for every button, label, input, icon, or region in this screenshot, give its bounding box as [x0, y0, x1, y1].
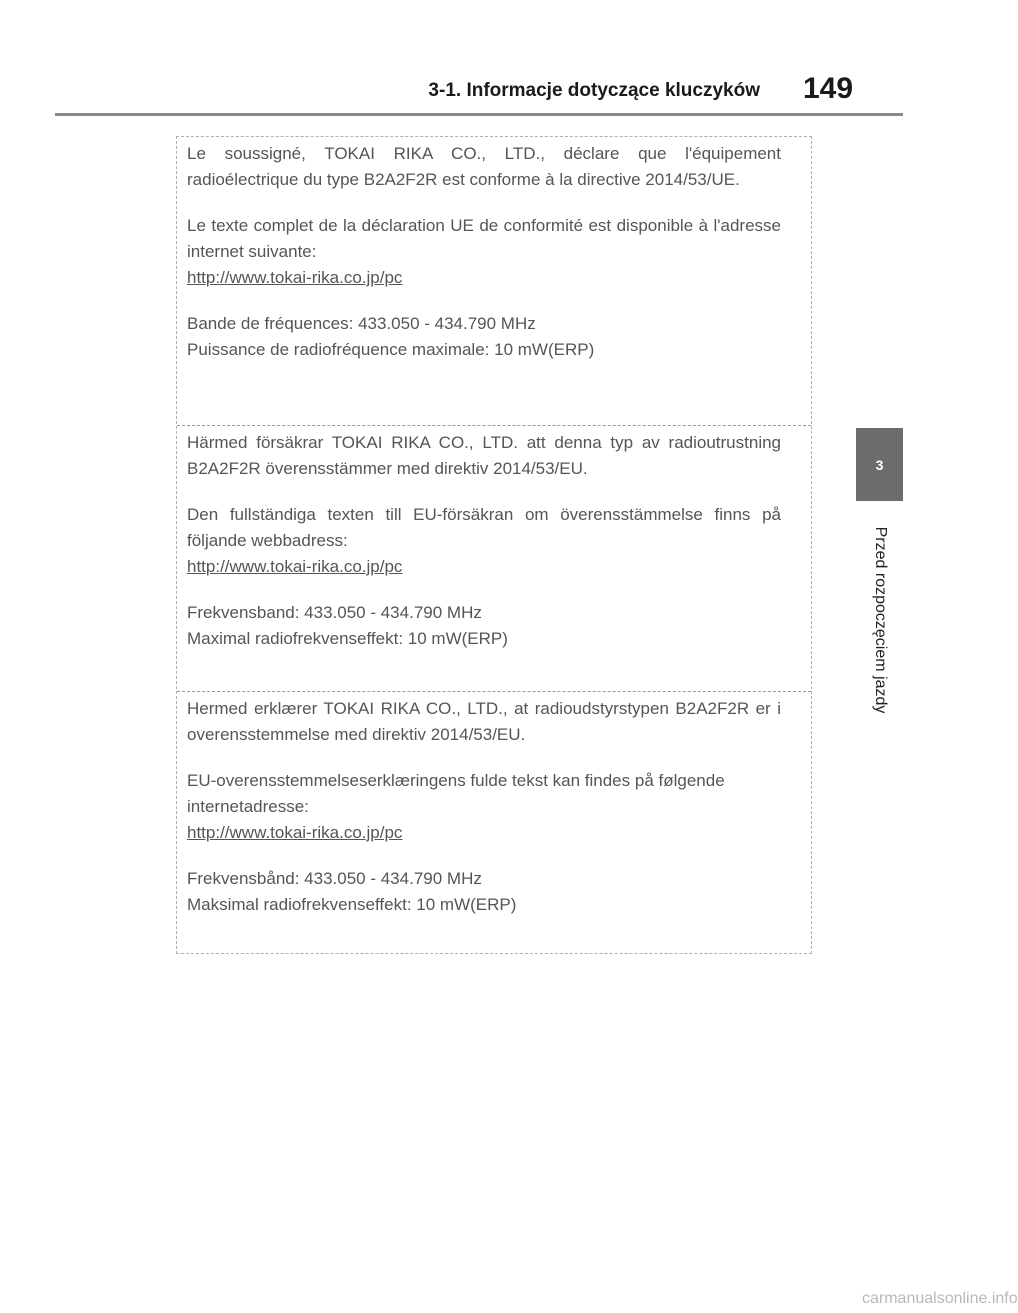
declaration-section-swedish [177, 425, 811, 691]
frequency-band-text: Frekvensband: 433.050 - 434.790 MHz [187, 603, 482, 622]
frequency-band-text: Bande de fréquences: 433.050 - 434.790 MHz [187, 314, 536, 333]
max-power-text: Maksimal radiofrekvenseffekt: 10 mW(ERP) [187, 895, 517, 914]
availability-text: EU-overensstemmelseserklæringens fulde tekst kan findes på følgende internetadresse: [187, 771, 725, 816]
header-divider [55, 113, 903, 116]
page-number: 149 [803, 72, 854, 105]
declaration-text: Le soussigné, TOKAI RIKA CO., LTD., déclare que l'équipement radioélectrique du type B2A2F2R est conforme à la directive 2014/53/UE. [187, 144, 781, 189]
declaration-url-link[interactable]: http://www.tokai-rika.co.jp/pc [187, 823, 403, 842]
declaration-url-link[interactable]: http://www.tokai-rika.co.jp/pc [187, 557, 403, 576]
declaration-section-danish [177, 691, 811, 953]
chapter-tab[interactable] [856, 428, 903, 501]
declaration-section-french [177, 137, 811, 425]
page-header-title: 3-1. Informacje dotyczące kluczyków [428, 80, 760, 101]
max-power-text: Puissance de radiofréquence maximale: 10 mW(ERP) [187, 340, 595, 359]
footer-watermark[interactable]: carmanualsonline.info [862, 1290, 1018, 1307]
availability-text: Den fullständiga texten till EU-försäkran om överensstämmelse finns på följande webbadress: [187, 505, 781, 550]
declaration-text: Härmed försäkrar TOKAI RIKA CO., LTD. att denna typ av radioutrustning B2A2F2R överensstämmer med direktiv 2014/53/EU. [187, 433, 781, 478]
availability-text: Le texte complet de la déclaration UE de conformité est disponible à l'adresse internet suivante: [187, 216, 781, 261]
chapter-tab-label: Przed rozpoczęciem jazdy [872, 526, 889, 714]
declaration-box [176, 136, 812, 954]
declaration-url-link[interactable]: http://www.tokai-rika.co.jp/pc [187, 268, 403, 287]
declaration-text: Hermed erklærer TOKAI RIKA CO., LTD., at radioudstyrstypen B2A2F2R er i overensstemmelse med direktiv 2014/53/EU. [187, 699, 781, 744]
chapter-tab-number: 3 [875, 456, 884, 473]
max-power-text: Maximal radiofrekvenseffekt: 10 mW(ERP) [187, 629, 508, 648]
frequency-band-text: Frekvensbånd: 433.050 - 434.790 MHz [187, 869, 482, 888]
